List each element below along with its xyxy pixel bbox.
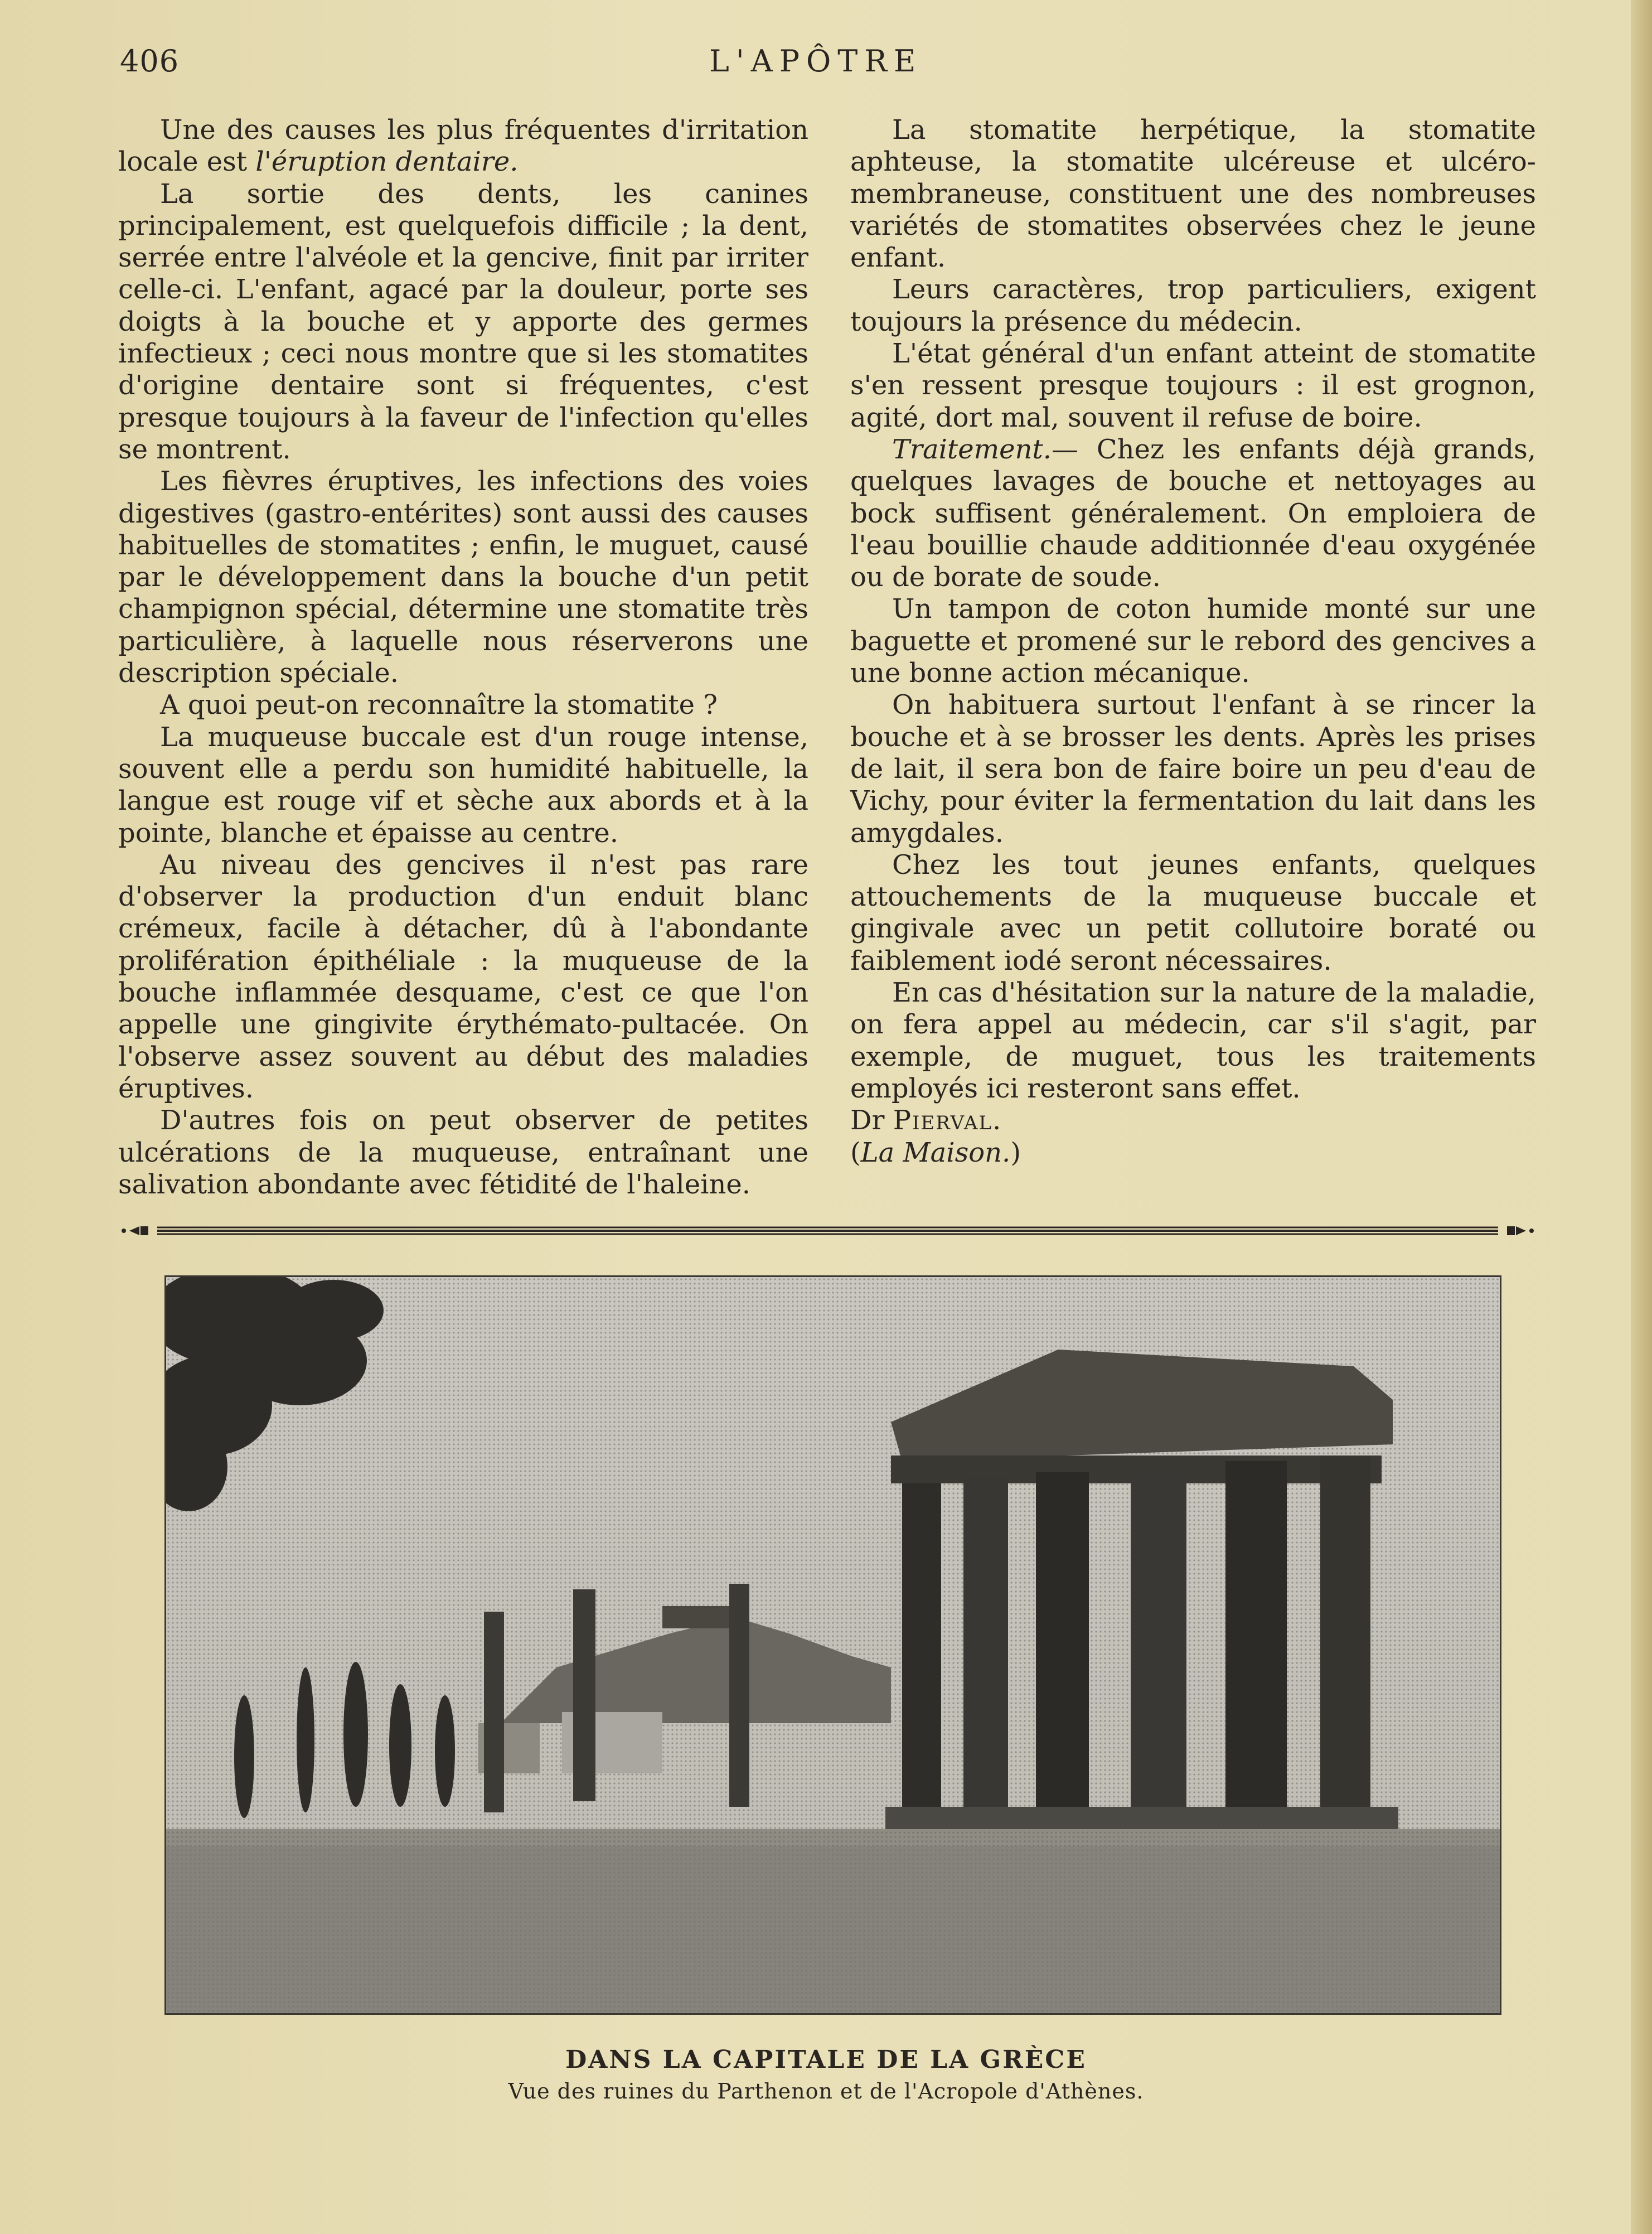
paragraph: Les fièvres éruptives, les infections des voies digestives (gastro-entérites) sont aussi des causes habituelles de stomatites ; enfin, le muguet, causé par le développement dans la bouche d'un petit champignon spécial, détermine une stomatite très particulière, à laquelle nous réserverons une description spéciale. xyxy=(118,466,808,689)
paragraph: Chez les tout jeunes enfants, quelques attouchements de la muqueuse buccale et gingivale avec un petit collutoire boraté ou faiblement iodé seront nécessaires. xyxy=(850,849,1536,976)
emphasis: l'éruption dentaire. xyxy=(255,146,519,178)
paragraph: A quoi peut-on reconnaître la stomatite ? xyxy=(160,689,718,721)
page-edge-shadow xyxy=(1631,0,1652,2234)
temple-ruins-photo xyxy=(166,1277,1500,2013)
paragraph: La stomatite herpétique, la stomatite aphteuse, la stomatite ulcéreuse et ulcéro-membraneuse, constituent une des nombreuses variétés de stomatites observées chez le jeune enfant. xyxy=(850,114,1536,274)
page-number: 406 xyxy=(120,43,180,79)
paragraph: L'état général d'un enfant atteint de stomatite s'en ressent presque toujours : il est grognon, agité, dort mal, souvent il refuse de boire. xyxy=(850,338,1536,433)
source-credit: (La Maison.) xyxy=(850,1137,1021,1168)
left-column xyxy=(118,114,808,1201)
paragraph: La sortie des dents, les canines principalement, est quelquefois difficile ; la dent, serrée entre l'alvéole et la gencive, finit par irriter celle-ci. L'enfant, agacé par la douleur, porte ses doigts à la bouche et y apporte des germes infectieux ; ceci nous montre que si les stomatites d'origine dentaire sont si fréquentes, c'est presque toujours à la faveur de l'infection qu'elles se montrent. xyxy=(118,178,808,465)
paragraph: D'autres fois on peut observer de petites ulcérations de la muqueuse, entraînant une salivation abondante avec fétidité de l'haleine. xyxy=(118,1105,808,1200)
paragraph: On habituera surtout l'enfant à se rincer la bouche et à se brosser les dents. Après les prises de lait, il sera bon de faire boire un peu d'eau de Vichy, pour éviter la fermentation du lait dans les amygdales. xyxy=(850,689,1536,849)
right-column xyxy=(850,114,1536,1169)
paragraph: La muqueuse buccale est d'un rouge intense, souvent elle a perdu son humidité habituelle, la langue est rouge vif et sèche aux abords et à la pointe, blanche et épaisse au centre. xyxy=(118,721,808,849)
paragraph: Au niveau des gencives il n'est pas rare d'observer la production d'un enduit blanc crémeux, facile à détacher, dû à l'abondante prolifération épithéliale : la muqueuse de la bouche inflammée desquame, c'est ce que l'on appelle une gingivite érythémato-pultacée. On l'observe assez souvent au début des maladies éruptives. xyxy=(118,849,808,1104)
photo-caption-title: DANS LA CAPITALE DE LA GRÈCE xyxy=(565,2046,1087,2074)
ornamental-divider xyxy=(118,1224,1537,1237)
paragraph: Une des causes les plus fréquentes d'irritation locale est l'éruption dentaire. xyxy=(118,114,808,178)
signature: Dr Pierval. xyxy=(850,1105,1002,1137)
paragraph: Un tampon de coton humide monté sur une baguette et promené sur le rebord des gencives a une bonne action mécanique. xyxy=(850,593,1536,689)
photo-illustration xyxy=(166,1277,1500,2013)
author-name: Pierval. xyxy=(893,1105,1002,1137)
photo-caption-subtitle: Vue des ruines du Parthenon et de l'Acropole d'Athènes. xyxy=(508,2079,1144,2104)
paragraph: En cas d'hésitation sur la nature de la maladie, on fera appel au médecin, car s'il s'agit, par exemple, de muguet, tous les traitements employés ici resteront sans effet. xyxy=(850,977,1536,1104)
section-label: Traitement. xyxy=(892,433,1052,465)
paragraph: Leurs caractères, trop particuliers, exigent toujours la présence du médecin. xyxy=(850,274,1536,337)
paragraph: Traitement.— Chez les enfants déjà grands, quelques lavages de bouche et nettoyages au bock suffisent généralement. On emploiera de l'eau bouillie chaude additionnée d'eau oxygénée ou de borate de soude. xyxy=(850,433,1536,593)
journal-title: L'APÔTRE xyxy=(709,43,923,79)
